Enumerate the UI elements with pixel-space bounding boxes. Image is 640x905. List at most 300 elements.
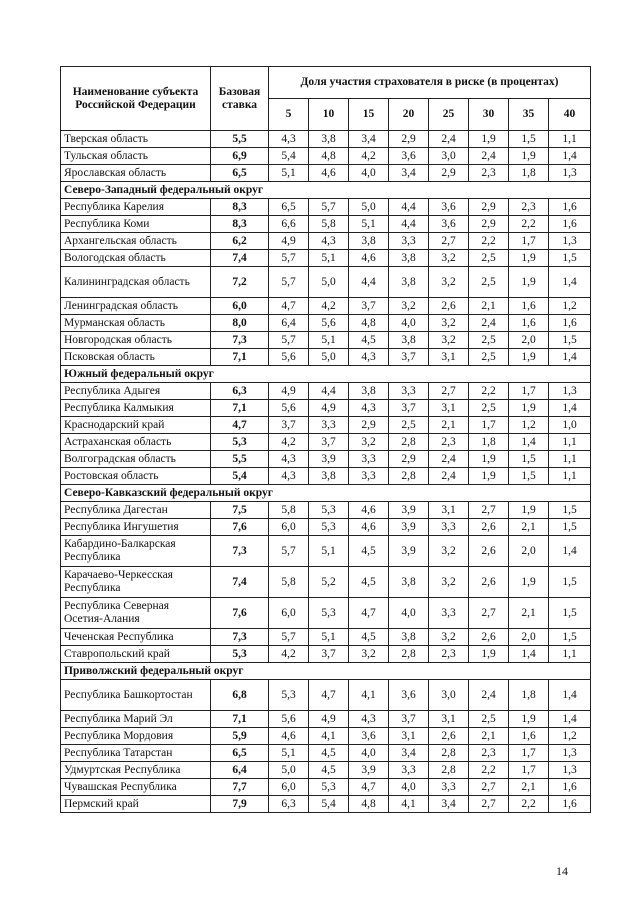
rate-cell: 2,3 bbox=[469, 745, 509, 762]
rate-cell: 1,9 bbox=[509, 250, 549, 267]
rate-cell: 1,9 bbox=[509, 567, 549, 598]
rate-cell: 2,5 bbox=[469, 400, 509, 417]
rate-cell: 2,8 bbox=[429, 762, 469, 779]
rate-cell: 4,5 bbox=[309, 745, 349, 762]
rate-cell: 3,9 bbox=[389, 536, 429, 567]
rate-cell: 4,0 bbox=[389, 315, 429, 332]
rate-cell: 3,3 bbox=[389, 233, 429, 250]
region-name: Удмуртская Республика bbox=[61, 762, 211, 779]
region-name: Пермский край bbox=[61, 796, 211, 813]
rate-cell: 3,9 bbox=[389, 502, 429, 519]
rate-cell: 1,5 bbox=[549, 629, 591, 646]
rate-cell: 1,3 bbox=[549, 745, 591, 762]
table-row bbox=[61, 711, 591, 728]
rate-cell: 2,3 bbox=[509, 199, 549, 216]
rate-cell: 2,3 bbox=[429, 646, 469, 663]
rate-cell: 1,5 bbox=[509, 468, 549, 485]
rate-cell: 1,5 bbox=[509, 451, 549, 468]
rate-cell: 1,9 bbox=[509, 148, 549, 165]
table-row bbox=[61, 165, 591, 182]
rate-cell: 2,0 bbox=[509, 536, 549, 567]
rate-cell: 2,9 bbox=[469, 199, 509, 216]
rate-cell: 5,4 bbox=[269, 148, 309, 165]
table-row bbox=[61, 315, 591, 332]
rate-cell: 2,5 bbox=[469, 332, 509, 349]
rate-cell: 1,4 bbox=[509, 646, 549, 663]
rate-cell: 2,7 bbox=[469, 796, 509, 813]
region-name: Карачаево-Черкесская Республика bbox=[61, 567, 211, 598]
rate-cell: 4,5 bbox=[349, 536, 389, 567]
rate-cell: 3,2 bbox=[389, 298, 429, 315]
rate-cell: 5,7 bbox=[309, 199, 349, 216]
rate-cell: 4,1 bbox=[349, 680, 389, 711]
rate-cell: 2,9 bbox=[429, 165, 469, 182]
rate-cell: 2,4 bbox=[429, 468, 469, 485]
rate-cell: 4,5 bbox=[349, 332, 389, 349]
rate-cell: 2,1 bbox=[469, 728, 509, 745]
rate-cell: 1,2 bbox=[549, 728, 591, 745]
rate-cell: 1,3 bbox=[549, 165, 591, 182]
rate-cell: 2,7 bbox=[429, 383, 469, 400]
rate-cell: 3,2 bbox=[429, 567, 469, 598]
rate-cell: 4,4 bbox=[309, 383, 349, 400]
rate-cell: 3,4 bbox=[389, 165, 429, 182]
rate-cell: 1,8 bbox=[509, 165, 549, 182]
region-name: Новгородская область bbox=[61, 332, 211, 349]
rate-cell: 3,6 bbox=[429, 199, 469, 216]
rate-cell: 3,3 bbox=[309, 417, 349, 434]
district-row bbox=[61, 485, 591, 502]
base-rate: 7,7 bbox=[211, 779, 269, 796]
rate-cell: 2,3 bbox=[469, 165, 509, 182]
region-name: Чувашская Республика bbox=[61, 779, 211, 796]
rate-cell: 1,9 bbox=[469, 451, 509, 468]
rate-cell: 1,5 bbox=[549, 502, 591, 519]
base-rate: 6,0 bbox=[211, 298, 269, 315]
table-row bbox=[61, 267, 591, 298]
rate-cell: 5,2 bbox=[309, 567, 349, 598]
rate-cell: 3,6 bbox=[389, 148, 429, 165]
rate-cell: 4,5 bbox=[349, 629, 389, 646]
table-row bbox=[61, 680, 591, 711]
table-row bbox=[61, 400, 591, 417]
region-name-header: Наименование субъекта Российской Федерации bbox=[61, 67, 211, 131]
region-name: Ставропольский край bbox=[61, 646, 211, 663]
region-name: Республика Адыгея bbox=[61, 383, 211, 400]
share-header: 25 bbox=[429, 99, 469, 131]
base-rate: 7,3 bbox=[211, 536, 269, 567]
share-header: 20 bbox=[389, 99, 429, 131]
rate-cell: 5,1 bbox=[269, 745, 309, 762]
region-name: Республика Дагестан bbox=[61, 502, 211, 519]
region-name: Ярославская область bbox=[61, 165, 211, 182]
rate-cell: 6,0 bbox=[269, 519, 309, 536]
rate-cell: 6,0 bbox=[269, 779, 309, 796]
rate-cell: 3,4 bbox=[389, 745, 429, 762]
rate-cell: 3,8 bbox=[309, 468, 349, 485]
rate-cell: 2,5 bbox=[469, 349, 509, 366]
region-name: Республика Марий Эл bbox=[61, 711, 211, 728]
rate-cell: 4,4 bbox=[389, 199, 429, 216]
region-name: Волгоградская область bbox=[61, 451, 211, 468]
rate-cell: 5,7 bbox=[269, 629, 309, 646]
rate-cell: 3,1 bbox=[429, 349, 469, 366]
rate-cell: 2,2 bbox=[509, 796, 549, 813]
rate-cell: 2,7 bbox=[429, 233, 469, 250]
district-row bbox=[61, 366, 591, 383]
table-row bbox=[61, 349, 591, 366]
rate-cell: 1,1 bbox=[549, 451, 591, 468]
base-rate: 5,4 bbox=[211, 468, 269, 485]
table-row bbox=[61, 383, 591, 400]
rate-cell: 3,7 bbox=[309, 434, 349, 451]
rate-cell: 4,2 bbox=[269, 434, 309, 451]
region-name: Вологодская область bbox=[61, 250, 211, 267]
rate-cell: 1,3 bbox=[549, 383, 591, 400]
rate-cell: 3,2 bbox=[429, 629, 469, 646]
region-name: Республика Северная Осетия-Алания bbox=[61, 598, 211, 629]
rate-cell: 3,2 bbox=[429, 250, 469, 267]
table-row bbox=[61, 762, 591, 779]
rate-cell: 3,3 bbox=[429, 519, 469, 536]
rate-cell: 4,8 bbox=[309, 148, 349, 165]
rate-cell: 5,6 bbox=[309, 315, 349, 332]
rate-cell: 1,8 bbox=[509, 680, 549, 711]
rate-cell: 1,5 bbox=[549, 332, 591, 349]
region-name: Ленинградская область bbox=[61, 298, 211, 315]
rate-cell: 4,3 bbox=[269, 451, 309, 468]
rate-cell: 1,6 bbox=[509, 728, 549, 745]
rate-cell: 3,8 bbox=[309, 131, 349, 148]
rate-cell: 3,6 bbox=[349, 728, 389, 745]
rate-cell: 4,0 bbox=[349, 745, 389, 762]
district-name: Северо-Кавказский федеральный округ bbox=[61, 485, 591, 502]
rate-cell: 4,7 bbox=[269, 298, 309, 315]
region-name: Республика Мордовия bbox=[61, 728, 211, 745]
rate-cell: 3,3 bbox=[389, 383, 429, 400]
region-name: Архангельская область bbox=[61, 233, 211, 250]
rate-cell: 2,1 bbox=[509, 519, 549, 536]
rate-cell: 4,2 bbox=[269, 646, 309, 663]
rate-cell: 6,5 bbox=[269, 199, 309, 216]
rate-cell: 5,3 bbox=[269, 680, 309, 711]
district-row bbox=[61, 182, 591, 199]
region-name: Республика Ингушетия bbox=[61, 519, 211, 536]
table-row bbox=[61, 332, 591, 349]
region-name: Краснодарский край bbox=[61, 417, 211, 434]
rate-cell: 3,8 bbox=[349, 233, 389, 250]
rate-cell: 5,3 bbox=[309, 502, 349, 519]
rate-cell: 1,6 bbox=[549, 779, 591, 796]
base-rate: 7,6 bbox=[211, 519, 269, 536]
page-number: 14 bbox=[556, 864, 568, 878]
rate-cell: 3,0 bbox=[429, 680, 469, 711]
rate-cell: 1,4 bbox=[549, 349, 591, 366]
rate-cell: 5,4 bbox=[309, 796, 349, 813]
rate-cell: 3,2 bbox=[429, 332, 469, 349]
rate-cell: 2,4 bbox=[469, 680, 509, 711]
rate-cell: 1,9 bbox=[469, 646, 509, 663]
base-rate: 7,4 bbox=[211, 567, 269, 598]
rate-cell: 3,3 bbox=[349, 468, 389, 485]
rate-cell: 2,6 bbox=[469, 629, 509, 646]
table-row bbox=[61, 779, 591, 796]
region-name: Тульская область bbox=[61, 148, 211, 165]
base-rate: 6,4 bbox=[211, 762, 269, 779]
rate-cell: 3,8 bbox=[389, 629, 429, 646]
rate-cell: 1,4 bbox=[549, 711, 591, 728]
risk-share-header: Доля участия страхователя в риске (в процентах) bbox=[269, 67, 591, 99]
insurance-rates-table bbox=[60, 66, 591, 813]
rate-cell: 2,4 bbox=[429, 451, 469, 468]
rate-cell: 4,6 bbox=[349, 519, 389, 536]
rate-cell: 4,7 bbox=[349, 598, 389, 629]
rate-cell: 4,9 bbox=[269, 383, 309, 400]
rate-cell: 5,6 bbox=[269, 349, 309, 366]
rate-cell: 3,7 bbox=[269, 417, 309, 434]
rate-cell: 1,1 bbox=[549, 131, 591, 148]
rate-cell: 1,1 bbox=[549, 468, 591, 485]
rate-cell: 5,6 bbox=[269, 400, 309, 417]
rate-cell: 4,6 bbox=[349, 502, 389, 519]
rate-cell: 2,0 bbox=[509, 629, 549, 646]
rate-cell: 4,0 bbox=[349, 165, 389, 182]
region-name: Тверская область bbox=[61, 131, 211, 148]
rate-cell: 4,7 bbox=[309, 680, 349, 711]
rate-cell: 3,2 bbox=[349, 646, 389, 663]
table-body bbox=[61, 131, 591, 813]
rate-cell: 2,9 bbox=[389, 131, 429, 148]
table-row bbox=[61, 417, 591, 434]
rate-cell: 3,7 bbox=[389, 349, 429, 366]
rate-cell: 2,3 bbox=[429, 434, 469, 451]
rate-cell: 3,4 bbox=[429, 796, 469, 813]
rate-cell: 4,4 bbox=[389, 216, 429, 233]
rate-cell: 3,6 bbox=[429, 216, 469, 233]
base-rate: 7,4 bbox=[211, 250, 269, 267]
rate-cell: 3,1 bbox=[389, 728, 429, 745]
rate-cell: 1,6 bbox=[549, 216, 591, 233]
rate-cell: 2,5 bbox=[389, 417, 429, 434]
base-rate: 6,3 bbox=[211, 383, 269, 400]
rate-cell: 4,5 bbox=[309, 762, 349, 779]
rate-cell: 1,1 bbox=[549, 646, 591, 663]
rate-cell: 3,8 bbox=[389, 267, 429, 298]
rate-cell: 2,6 bbox=[469, 536, 509, 567]
rate-cell: 3,4 bbox=[349, 131, 389, 148]
rate-cell: 1,3 bbox=[549, 233, 591, 250]
rate-cell: 1,2 bbox=[549, 298, 591, 315]
table-row bbox=[61, 502, 591, 519]
rate-cell: 4,5 bbox=[349, 567, 389, 598]
rate-cell: 5,3 bbox=[309, 519, 349, 536]
rate-cell: 2,9 bbox=[389, 451, 429, 468]
rate-cell: 1,8 bbox=[469, 434, 509, 451]
region-name: Кабардино-Балкарская Республика bbox=[61, 536, 211, 567]
rate-cell: 2,5 bbox=[469, 267, 509, 298]
rate-cell: 1,5 bbox=[509, 131, 549, 148]
base-rate: 5,3 bbox=[211, 646, 269, 663]
rate-cell: 1,6 bbox=[509, 315, 549, 332]
rate-cell: 1,4 bbox=[549, 267, 591, 298]
rate-cell: 5,1 bbox=[269, 165, 309, 182]
region-name: Псковская область bbox=[61, 349, 211, 366]
region-name: Астраханская область bbox=[61, 434, 211, 451]
rate-cell: 5,3 bbox=[309, 779, 349, 796]
rate-cell: 2,6 bbox=[429, 298, 469, 315]
rate-cell: 5,7 bbox=[269, 250, 309, 267]
rate-cell: 2,4 bbox=[429, 131, 469, 148]
rate-cell: 1,6 bbox=[549, 796, 591, 813]
rate-cell: 5,7 bbox=[269, 332, 309, 349]
region-name: Республика Карелия bbox=[61, 199, 211, 216]
base-rate: 7,1 bbox=[211, 400, 269, 417]
rate-cell: 5,8 bbox=[269, 567, 309, 598]
rate-cell: 3,8 bbox=[349, 383, 389, 400]
rate-cell: 3,1 bbox=[429, 400, 469, 417]
base-rate: 4,7 bbox=[211, 417, 269, 434]
rate-cell: 6,6 bbox=[269, 216, 309, 233]
rate-cell: 2,7 bbox=[469, 779, 509, 796]
rate-cell: 3,7 bbox=[309, 646, 349, 663]
rate-cell: 1,9 bbox=[509, 400, 549, 417]
rate-cell: 2,6 bbox=[429, 728, 469, 745]
rate-cell: 2,1 bbox=[469, 298, 509, 315]
rate-cell: 3,1 bbox=[429, 711, 469, 728]
rate-cell: 2,6 bbox=[469, 519, 509, 536]
rate-cell: 6,4 bbox=[269, 315, 309, 332]
rate-cell: 2,1 bbox=[509, 598, 549, 629]
base-rate: 6,5 bbox=[211, 165, 269, 182]
base-rate: 8,3 bbox=[211, 199, 269, 216]
rate-cell: 4,0 bbox=[389, 779, 429, 796]
base-rate: 7,1 bbox=[211, 349, 269, 366]
rate-cell: 2,7 bbox=[469, 598, 509, 629]
rate-cell: 3,3 bbox=[389, 762, 429, 779]
share-header: 35 bbox=[509, 99, 549, 131]
region-name: Ростовская область bbox=[61, 468, 211, 485]
rate-cell: 3,9 bbox=[389, 519, 429, 536]
rate-cell: 3,2 bbox=[429, 267, 469, 298]
rate-cell: 5,0 bbox=[309, 267, 349, 298]
rate-cell: 1,7 bbox=[469, 417, 509, 434]
rate-cell: 5,0 bbox=[309, 349, 349, 366]
base-rate: 6,8 bbox=[211, 680, 269, 711]
base-rate: 7,3 bbox=[211, 332, 269, 349]
rate-cell: 2,1 bbox=[509, 779, 549, 796]
rate-cell: 1,5 bbox=[549, 250, 591, 267]
base-rate: 7,3 bbox=[211, 629, 269, 646]
rate-cell: 3,1 bbox=[429, 502, 469, 519]
rate-cell: 2,7 bbox=[469, 502, 509, 519]
rate-cell: 5,1 bbox=[349, 216, 389, 233]
rate-cell: 2,9 bbox=[469, 216, 509, 233]
rate-cell: 4,6 bbox=[269, 728, 309, 745]
rate-cell: 1,4 bbox=[549, 536, 591, 567]
rate-cell: 4,8 bbox=[349, 796, 389, 813]
table-row bbox=[61, 728, 591, 745]
rate-cell: 4,3 bbox=[349, 349, 389, 366]
rate-cell: 4,3 bbox=[309, 233, 349, 250]
rate-cell: 3,8 bbox=[389, 250, 429, 267]
rate-cell: 3,7 bbox=[349, 298, 389, 315]
rate-cell: 4,6 bbox=[349, 250, 389, 267]
base-rate: 7,6 bbox=[211, 598, 269, 629]
base-rate: 6,2 bbox=[211, 233, 269, 250]
rate-cell: 1,4 bbox=[509, 434, 549, 451]
rate-cell: 2,4 bbox=[469, 315, 509, 332]
table-row bbox=[61, 250, 591, 267]
rate-cell: 4,2 bbox=[309, 298, 349, 315]
district-name: Приволжский федеральный округ bbox=[61, 663, 591, 680]
table-row bbox=[61, 536, 591, 567]
district-name: Южный федеральный округ bbox=[61, 366, 591, 383]
table-row bbox=[61, 598, 591, 629]
rate-cell: 2,8 bbox=[389, 468, 429, 485]
rate-cell: 3,8 bbox=[389, 332, 429, 349]
rate-cell: 1,1 bbox=[549, 434, 591, 451]
table-row bbox=[61, 646, 591, 663]
table-row bbox=[61, 131, 591, 148]
rate-cell: 4,2 bbox=[349, 148, 389, 165]
base-rate: 7,9 bbox=[211, 796, 269, 813]
rate-cell: 2,8 bbox=[429, 745, 469, 762]
rate-cell: 2,2 bbox=[509, 216, 549, 233]
table-row bbox=[61, 796, 591, 813]
base-rate-header: Базовая ставка bbox=[211, 67, 269, 131]
region-name: Республика Калмыкия bbox=[61, 400, 211, 417]
rate-cell: 5,8 bbox=[269, 502, 309, 519]
rate-cell: 1,4 bbox=[549, 148, 591, 165]
rate-cell: 5,3 bbox=[309, 598, 349, 629]
rate-cell: 3,9 bbox=[309, 451, 349, 468]
rate-cell: 2,8 bbox=[389, 646, 429, 663]
rate-cell: 3,8 bbox=[389, 567, 429, 598]
rate-cell: 4,3 bbox=[349, 711, 389, 728]
rate-cell: 2,5 bbox=[469, 250, 509, 267]
rate-cell: 4,9 bbox=[309, 711, 349, 728]
base-rate: 5,9 bbox=[211, 728, 269, 745]
table-row bbox=[61, 216, 591, 233]
rate-cell: 2,5 bbox=[469, 711, 509, 728]
rate-cell: 3,2 bbox=[429, 315, 469, 332]
rate-cell: 3,7 bbox=[389, 711, 429, 728]
rate-cell: 4,1 bbox=[389, 796, 429, 813]
rate-cell: 1,4 bbox=[549, 400, 591, 417]
rate-cell: 2,6 bbox=[469, 567, 509, 598]
rate-cell: 3,0 bbox=[429, 148, 469, 165]
share-header: 10 bbox=[309, 99, 349, 131]
base-rate: 6,5 bbox=[211, 745, 269, 762]
region-name: Чеченская Республика bbox=[61, 629, 211, 646]
rate-cell: 4,6 bbox=[309, 165, 349, 182]
region-name: Калининградская область bbox=[61, 267, 211, 298]
rate-cell: 4,7 bbox=[349, 779, 389, 796]
table-row bbox=[61, 233, 591, 250]
region-name: Республика Башкортостан bbox=[61, 680, 211, 711]
rate-cell: 5,7 bbox=[269, 536, 309, 567]
base-rate: 7,1 bbox=[211, 711, 269, 728]
table-row bbox=[61, 745, 591, 762]
district-name: Северо-Западный федеральный округ bbox=[61, 182, 591, 199]
rate-cell: 3,6 bbox=[389, 680, 429, 711]
rate-cell: 4,3 bbox=[349, 400, 389, 417]
rate-cell: 4,3 bbox=[269, 131, 309, 148]
rate-cell: 4,3 bbox=[269, 468, 309, 485]
rate-cell: 3,3 bbox=[429, 598, 469, 629]
base-rate: 8,3 bbox=[211, 216, 269, 233]
rate-cell: 5,1 bbox=[309, 332, 349, 349]
